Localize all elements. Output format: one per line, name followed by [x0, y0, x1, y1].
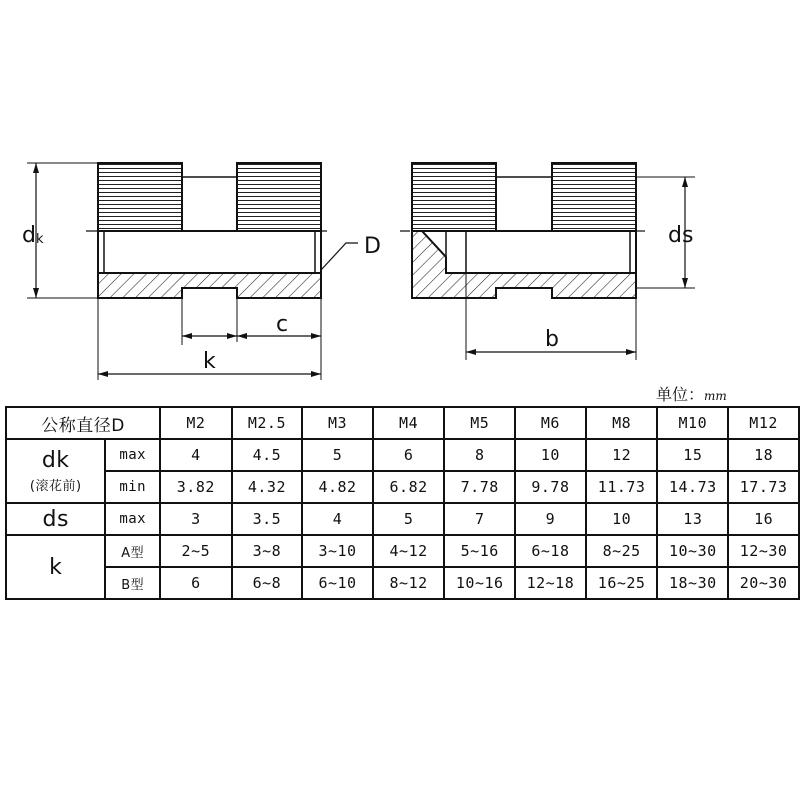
k-type-b-label: B型 [105, 567, 160, 599]
table-cell: 14.73 [657, 471, 728, 503]
d-callout-label: D [364, 234, 381, 259]
table-cell: 10~16 [444, 567, 515, 599]
ds-dimension-label: ds [668, 223, 694, 248]
dk-max-row [6, 439, 799, 471]
size-header-cell: M3 [302, 407, 373, 439]
right-knurl-left [412, 163, 496, 231]
table-cell: 6~18 [515, 535, 586, 567]
ds-param-label: ds [6, 503, 105, 535]
table-cell: 10 [586, 503, 658, 535]
table-cell: 20~30 [728, 567, 799, 599]
table-cell: 5 [302, 439, 373, 471]
b-dimension-label: b [545, 327, 559, 352]
left-bore [98, 231, 321, 273]
left-insert-view [22, 163, 381, 380]
dk-param-sublabel: (滚花前) [29, 479, 82, 494]
table-cell: 4.5 [232, 439, 303, 471]
table-cell: 4 [302, 503, 373, 535]
unit-note [656, 382, 727, 405]
table-cell: 6~8 [232, 567, 303, 599]
table-cell: 7 [444, 503, 515, 535]
table-cell: 3.82 [160, 471, 232, 503]
table-cell: 10~30 [657, 535, 728, 567]
table-cell: 2~5 [160, 535, 232, 567]
table-cell: 4~12 [373, 535, 445, 567]
left-knurl-left [98, 163, 182, 231]
dk-dimension-label: dk [22, 223, 44, 248]
table-cell: 8~25 [586, 535, 658, 567]
table-cell: 6.82 [373, 471, 445, 503]
dk-max-label: max [105, 439, 160, 471]
spec-table [5, 406, 800, 600]
dk-min-row [6, 471, 799, 503]
table-cell: 4 [160, 439, 232, 471]
table-cell: 18~30 [657, 567, 728, 599]
table-cell: 8 [444, 439, 515, 471]
table-cell: 12~18 [515, 567, 586, 599]
right-insert-view [400, 163, 695, 360]
technical-drawing [0, 0, 800, 380]
left-knurl-right [237, 163, 321, 231]
table-cell: 3.5 [232, 503, 303, 535]
table-cell: 8~12 [373, 567, 445, 599]
ds-max-label: max [105, 503, 160, 535]
table-cell: 10 [515, 439, 586, 471]
table-cell: 3~10 [302, 535, 373, 567]
size-header-cell: M4 [373, 407, 445, 439]
right-bore [446, 231, 636, 273]
dk-param-label: dk [41, 448, 70, 473]
k-type-b-row [6, 567, 799, 599]
c-dimension-label: c [276, 312, 289, 337]
d-leader-line [321, 243, 358, 270]
dk-param-cell [6, 439, 105, 503]
header-nominal-diameter: 公称直径D [6, 407, 160, 439]
size-header-cell: M10 [657, 407, 728, 439]
table-cell: 16~25 [586, 567, 658, 599]
size-header-cell: M2 [160, 407, 232, 439]
table-cell: 9 [515, 503, 586, 535]
table-cell: 6 [373, 439, 445, 471]
table-cell: 13 [657, 503, 728, 535]
unit-note-value: mm [704, 389, 727, 403]
table-cell: 11.73 [586, 471, 658, 503]
table-cell: 12~30 [728, 535, 799, 567]
table-cell: 15 [657, 439, 728, 471]
table-cell: 5~16 [444, 535, 515, 567]
dk-min-label: min [105, 471, 160, 503]
table-cell: 9.78 [515, 471, 586, 503]
size-header-cell: M12 [728, 407, 799, 439]
table-cell: 17.73 [728, 471, 799, 503]
header-row [6, 407, 799, 439]
table-cell: 16 [728, 503, 799, 535]
table-cell: 4.82 [302, 471, 373, 503]
table-cell: 12 [586, 439, 658, 471]
table-cell: 4.32 [232, 471, 303, 503]
k-dimension-label: k [203, 349, 216, 374]
table-cell: 5 [373, 503, 445, 535]
table-cell: 3~8 [232, 535, 303, 567]
k-type-a-row [6, 535, 799, 567]
table-cell: 6~10 [302, 567, 373, 599]
size-header-cell: M5 [444, 407, 515, 439]
size-header-cell: M8 [586, 407, 658, 439]
right-knurl-right [552, 163, 636, 231]
ds-max-row [6, 503, 799, 535]
table-cell: 3 [160, 503, 232, 535]
k-type-a-label: A型 [105, 535, 160, 567]
unit-note-label: 单位： [656, 385, 705, 404]
size-header-cell: M6 [515, 407, 586, 439]
table-cell: 18 [728, 439, 799, 471]
k-param-label: k [6, 535, 105, 599]
left-hatched-wall [98, 273, 321, 298]
size-header-cell: M2.5 [232, 407, 303, 439]
table-cell: 6 [160, 567, 232, 599]
table-cell: 7.78 [444, 471, 515, 503]
